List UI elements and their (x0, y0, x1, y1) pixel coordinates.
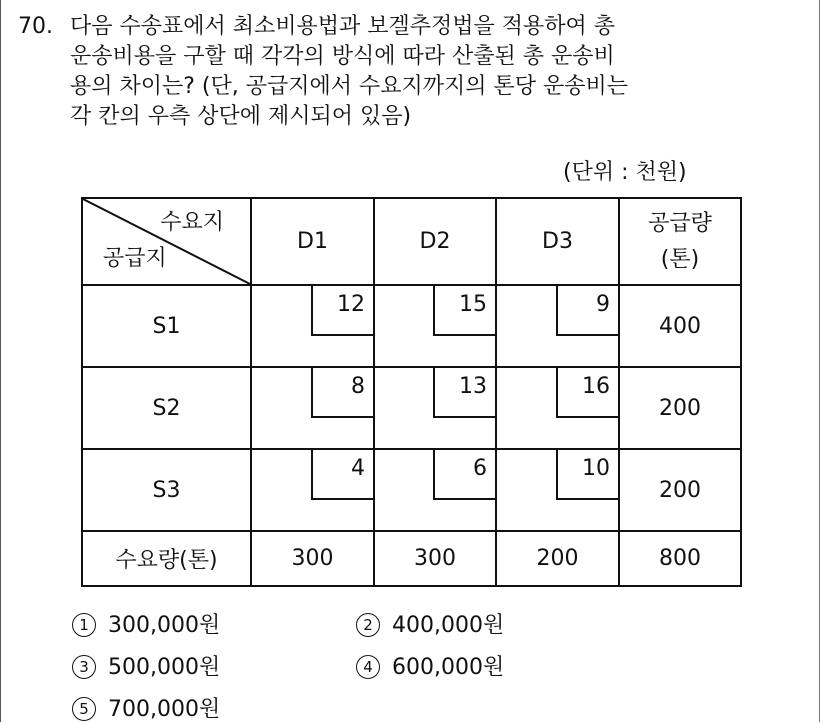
option-number: 1 (72, 613, 96, 637)
cost-value: 8 (351, 374, 365, 399)
column-header: D2 (374, 198, 496, 285)
cost-value: 10 (582, 456, 610, 481)
supply-header-unit: (톤) (660, 246, 700, 272)
option-5[interactable] (72, 692, 220, 723)
demand-value: 300 (251, 531, 374, 586)
question-number: 70. (18, 14, 53, 39)
page-border-left (0, 0, 1, 722)
cell (374, 285, 496, 367)
option-number: 2 (356, 613, 380, 637)
cost-value: 12 (337, 292, 365, 317)
cost-box (311, 368, 373, 418)
demand-value: 200 (496, 531, 619, 586)
option-number: 3 (72, 655, 96, 679)
option-4[interactable] (356, 650, 504, 681)
question-line: 용의 차이는? (단, 공급지에서 수요지까지의 톤당 운송비는 (70, 74, 629, 99)
cost-value: 13 (459, 374, 487, 399)
cost-box (556, 368, 618, 418)
option-text: 500,000원 (108, 655, 221, 680)
row-label: S2 (82, 367, 251, 449)
row-label: S3 (82, 449, 251, 531)
supply-value: 200 (619, 449, 741, 531)
corner-cell (82, 198, 251, 285)
option-1[interactable] (72, 608, 220, 639)
cell (496, 285, 619, 367)
table-row (82, 367, 741, 449)
cell (496, 449, 619, 531)
cost-box (556, 450, 618, 500)
option-2[interactable] (356, 608, 504, 639)
row-label: S1 (82, 285, 251, 367)
header-row (82, 198, 741, 285)
table-row (82, 449, 741, 531)
cell (251, 285, 374, 367)
demand-value: 300 (374, 531, 496, 586)
question-line: 각 칸의 우측 상단에 제시되어 있음) (70, 104, 412, 129)
transportation-table (81, 197, 742, 587)
cost-value: 6 (473, 456, 487, 481)
corner-demand-label: 수요지 (160, 210, 224, 235)
column-header: D3 (496, 198, 619, 285)
demand-row (82, 531, 741, 586)
option-text: 600,000원 (392, 655, 505, 680)
cost-box (433, 450, 495, 500)
cost-box (311, 286, 373, 336)
supply-value: 400 (619, 285, 741, 367)
cell (374, 449, 496, 531)
cost-value: 16 (582, 374, 610, 399)
option-3[interactable] (72, 650, 220, 681)
supply-value: 200 (619, 367, 741, 449)
total-value: 800 (619, 531, 741, 586)
unit-note: (단위 : 천원) (563, 160, 687, 185)
cost-box (556, 286, 618, 336)
supply-header-line: 공급량 (648, 210, 712, 236)
option-number: 4 (356, 655, 380, 679)
cost-value: 4 (351, 456, 365, 481)
page-border-right (819, 0, 820, 722)
question-line: 운송비용을 구할 때 각각의 방식에 따라 산출된 총 운송비 (70, 44, 615, 69)
cost-value: 9 (596, 292, 610, 317)
option-number: 5 (72, 697, 96, 721)
cost-value: 15 (459, 292, 487, 317)
question-line: 다음 수송표에서 최소비용법과 보겔추정법을 적용하여 총 (70, 14, 616, 39)
cell (251, 449, 374, 531)
cost-box (311, 450, 373, 500)
column-header: D1 (251, 198, 374, 285)
cost-box (433, 368, 495, 418)
cost-box (433, 286, 495, 336)
option-text: 300,000원 (108, 613, 221, 638)
corner-supply-label: 공급지 (103, 246, 167, 271)
option-text: 700,000원 (108, 697, 221, 722)
demand-label: 수요량(톤) (82, 531, 251, 586)
cell (374, 367, 496, 449)
cell (251, 367, 374, 449)
cell (496, 367, 619, 449)
supply-header (619, 198, 741, 285)
option-text: 400,000원 (392, 613, 505, 638)
table-row (82, 285, 741, 367)
